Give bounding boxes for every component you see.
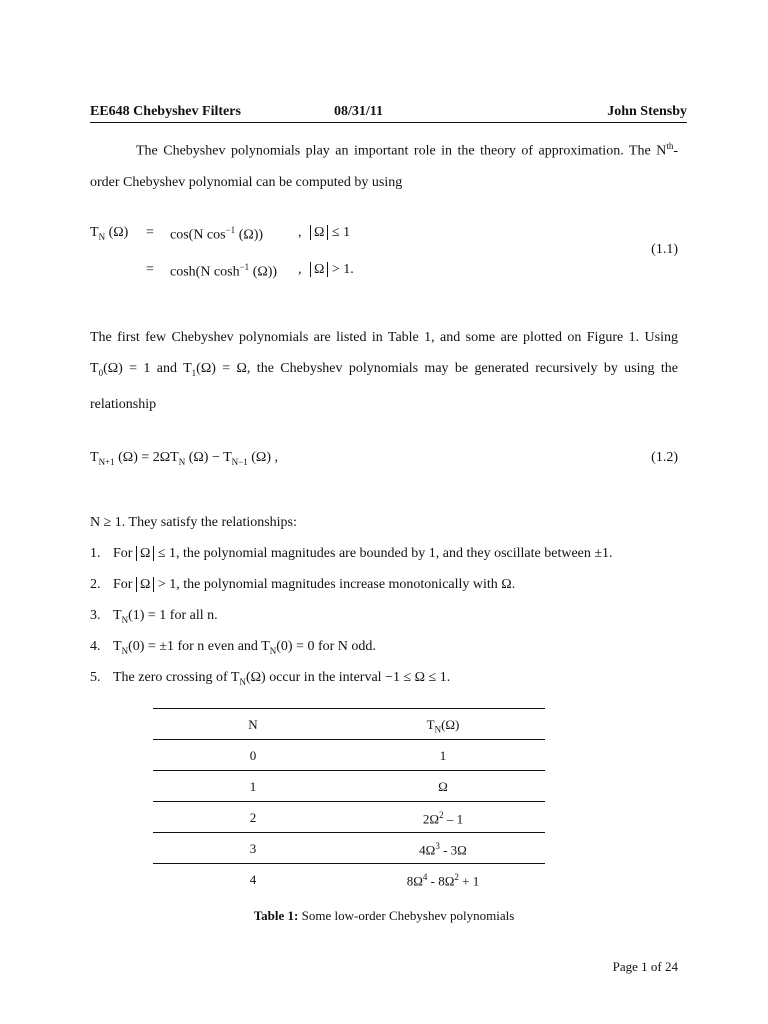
- table-cell-n: 4: [249, 872, 257, 887]
- list-item: 5. The zero crossing of $T_N(\Omega)$ occur in the interval −1 ≤ Ω ≤ 1.: [90, 670, 451, 687]
- intro-text-b: -order Chebyshev polynomial can be computed by using: [90, 143, 678, 190]
- table-cell-n: 2: [249, 810, 257, 825]
- intro-paragraph: [90, 131, 678, 198]
- conditions-lead: N ≥ 1. They satisfy the relationships:: [90, 515, 297, 530]
- eq1-row2-comma: ,: [298, 262, 302, 277]
- table-header-tn: $T_N(\Omega)$: [426, 717, 460, 735]
- table-cell-n: 1: [249, 779, 257, 794]
- table-caption: [0, 908, 768, 924]
- table-rule: [153, 708, 545, 709]
- eq2-expression: $T_{N+1}$ $(\Omega) = 2\Omega T_N$ $(\Omega) - T_{N-1}$ (Ω) ,: [90, 450, 278, 467]
- table-cell-tn: $2\Omega^2 - 1$: [422, 810, 464, 827]
- list-item: 2. For Ω > 1, the polynomial magnitudes increase monotonically with Ω.: [90, 577, 516, 592]
- eq1-lhs: $T_N$ (Ω): [90, 225, 129, 242]
- table-cell-tn: 1: [439, 748, 447, 763]
- intro-sup: th: [666, 141, 674, 151]
- table-cell-tn: $4\Omega^3 - 3\Omega$: [419, 841, 467, 858]
- eq1-row1-comma: ,: [298, 225, 302, 240]
- table-header-n: N: [248, 717, 258, 732]
- table-rule: [153, 770, 545, 771]
- header-author: John Stensby: [607, 104, 687, 119]
- eq1-number: (1.1): [651, 242, 678, 257]
- table-rule: [153, 801, 545, 802]
- eq2-number: (1.2): [651, 450, 678, 465]
- list-item: 4. $T_N(0) = \pm 1$ for n even and $T_N(0) = 0$ for N odd.: [90, 639, 376, 656]
- caption-label: Table 1:: [253, 908, 299, 923]
- table-cell-n: 3: [249, 841, 257, 856]
- eq1-equals-2: =: [146, 262, 154, 277]
- list-item: 3. $T_N(1) = 1$ for all n.: [90, 608, 218, 625]
- table-rule: [153, 832, 545, 833]
- eq1-row2-expr: cosh(N $\cosh^{-1} (\Omega)$): [170, 262, 278, 280]
- header-rule: [90, 122, 687, 123]
- table-cell-tn: $8\Omega^4 - 8\Omega^2 + 1$: [406, 872, 480, 889]
- paragraph-2: The first few Chebyshev polynomials are listed in Table 1, and some are plotted on Figure 1. Using $T_0(\Omega) = 1$ and $T_1(\Omega) = \Omega$, the Chebyshev polynomials may be generated recursively by using the relationship: [90, 330, 678, 412]
- header-course: EE648 Chebyshev Filters: [90, 104, 241, 119]
- page-number: Page 1 of 24: [612, 959, 678, 974]
- table-rule: [153, 739, 545, 740]
- header-date: 08/31/11: [334, 104, 384, 119]
- eq1-row1-cond: Ω ≤ 1: [310, 225, 350, 241]
- eq1-equals-1: =: [146, 225, 154, 240]
- eq1-row2-cond: Ω > 1.: [310, 262, 354, 278]
- list-item: 1. For Ω ≤ 1, the polynomial magnitudes are bounded by 1, and they oscillate between ±1.: [90, 546, 613, 561]
- table-cell-tn: Ω: [438, 779, 448, 794]
- table-rule: [153, 863, 545, 864]
- intro-text-a: The Chebyshev polynomials play an important role in the theory of approximation. The N: [136, 143, 667, 159]
- table-cell-n: 0: [249, 748, 257, 763]
- eq1-row1-expr: cos(N $\cos^{-1} (\Omega)$): [170, 225, 264, 243]
- caption-text: Some low-order Chebyshev polynomials: [298, 908, 515, 923]
